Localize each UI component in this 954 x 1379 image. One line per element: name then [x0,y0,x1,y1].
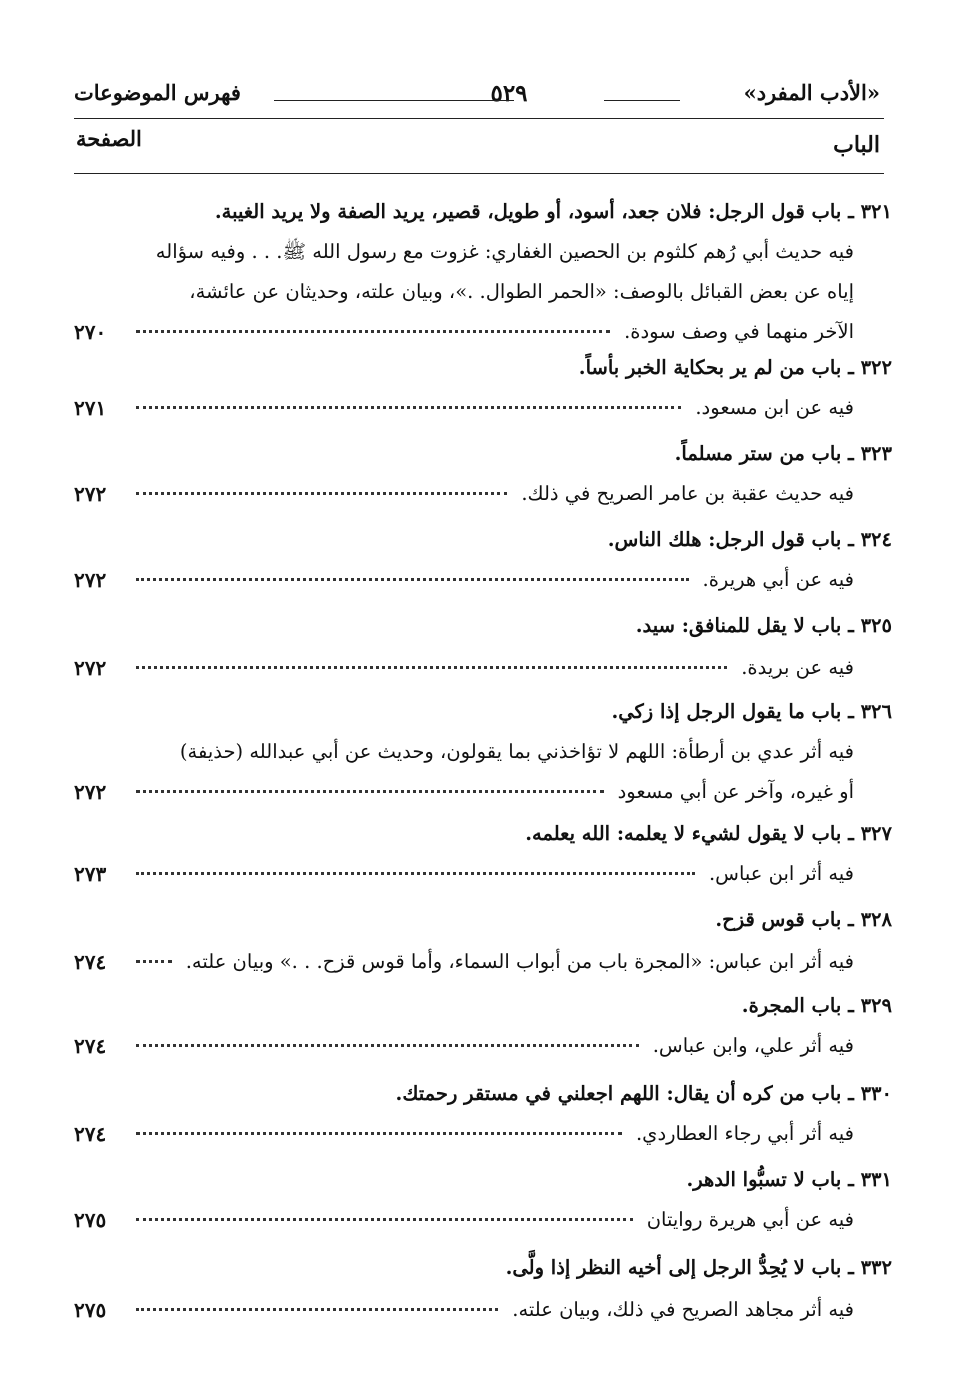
entry-description [74,478,892,514]
entry-description [74,276,892,312]
entry-text: فيه حديث عقبة بن عامر الصريح في ذلك. [521,482,854,505]
page-reference: ٢٧٢ [74,780,107,804]
dot-leader [136,790,604,793]
dot-leader [136,1132,622,1135]
chapter-heading-text: ٣٢٨ ـ باب قوس قزح. [715,908,892,931]
chapter-heading-text: ٣٣١ ـ باب لا تسبُّوا الدهر. [686,1168,892,1191]
page-reference: ٢٧٤ [74,1122,107,1146]
running-header [74,78,880,114]
entry-text: فيه أثر علي، وابن عباس. [652,1034,854,1057]
page-reference: ٢٧١ [74,396,107,420]
dot-leader [136,1044,639,1047]
chapter-heading-text: ٣٢٥ ـ باب لا يقل للمنافق: سيد. [635,614,892,637]
header-rule-right [604,100,680,101]
chapter-heading [74,1164,892,1200]
entry-text: أو غيره، وآخر عن أبي مسعود [617,780,854,803]
chapter-heading-text: ٣٣٠ ـ باب من كره أن يقال: اللهم اجعلني في مستقر رحمتك. [395,1082,892,1105]
chapter-heading [74,818,892,854]
chapter-heading [74,352,892,388]
chapter-heading-text: ٣٢٩ ـ باب المجرة. [741,994,892,1017]
entry-description [74,736,892,772]
page-reference: ٢٧٠ [74,320,107,344]
entry-description [74,236,892,272]
entry-description [74,776,892,812]
entry-text: فيه عن ابن مسعود. [695,396,854,419]
entry-text: فيه عن بريدة. [741,656,854,679]
entry-description [74,316,892,352]
chapter-heading [74,524,892,560]
dot-leader [136,1218,633,1221]
entry-description [74,1030,892,1066]
chapter-heading [74,696,892,732]
chapter-column-label: الباب [833,132,880,158]
dot-leader [136,406,681,409]
page-number: ٥٢٩ [490,80,528,107]
entry-description [74,946,892,982]
section-title: فهرس الموضوعات [74,80,241,105]
chapter-heading-text: ٣٢٧ ـ باب لا يقول لشيء لا يعلمه: الله يعلمه. [525,822,892,845]
chapter-heading-text: ٣٣٢ ـ باب لا يُحِدُّ الرجل إلى أخيه النظر إذا ولَّى. [505,1256,892,1279]
entry-text: فيه أثر أبي رجاء العطاردي. [635,1122,854,1145]
chapter-heading-text: ٣٢١ ـ باب قول الرجل: فلان جعد، أسود، أو طويل، قصير، يريد الصفة ولا يريد الغيبة. [214,200,892,223]
page-reference: ٢٧٣ [74,862,107,886]
book-title: «الأدب المفرد» [743,80,880,105]
page-reference: ٢٧٢ [74,656,107,680]
entry-description [74,1204,892,1240]
dot-leader [136,960,172,963]
entry-description [74,858,892,894]
entry-description [74,1294,892,1330]
page-reference: ٢٧٥ [74,1208,107,1232]
entry-text: إياه عن بعض القبائل بالوصف: «الحمر الطوال. .»، وبيان علته، وحديثان عن عائشة، [189,280,854,303]
entry-description [74,1118,892,1154]
entry-text: فيه أثر عدي بن أرطأة: اللهم لا تؤاخذني بما يقولون، وحديث عن أبي عبدالله (حذيفة) [179,740,854,763]
header-rule-left [274,100,514,101]
chapter-heading [74,610,892,646]
chapter-heading [74,1078,892,1114]
chapter-heading-text: ٣٢٦ ـ باب ما يقول الرجل إذا زكي. [611,700,892,723]
entry-text: فيه حديث أبي رُهم كلثوم بن الحصين الغفاري: غزوت مع رسول الله ﷺ. . . وفيه سؤاله [155,240,854,263]
entry-text: فيه أثر ابن عباس: «المجرة باب من أبواب السماء، وأما قوس قزح. . .» وبيان علته. [185,950,854,973]
page-reference: ٢٧٤ [74,950,107,974]
chapter-heading [74,1252,892,1288]
dot-leader [136,872,695,875]
page-reference: ٢٧٥ [74,1298,107,1322]
top-divider [74,118,884,119]
chapter-heading [74,438,892,474]
page-column-label: الصفحة [76,126,142,151]
entry-text: فيه عن أبي هريرة. [702,568,854,591]
dot-leader [136,492,507,495]
chapter-heading-text: ٣٢٤ ـ باب قول الرجل: هلك الناس. [607,528,892,551]
column-headers [74,124,880,164]
dot-leader [136,1308,498,1311]
chapter-heading-text: ٣٢٢ ـ باب من لم ير بحكاية الخبر بأساً. [578,356,892,379]
page-reference: ٢٧٤ [74,1034,107,1058]
chapter-heading-text: ٣٢٣ ـ باب من ستر مسلماً. [674,442,892,465]
page-reference: ٢٧٢ [74,482,107,506]
entry-text: الآخر منهما في وصف سودة. [624,320,854,343]
entry-description [74,652,892,688]
header-divider [74,173,884,174]
entry-description [74,564,892,600]
page-reference: ٢٧٢ [74,568,107,592]
chapter-heading [74,904,892,940]
entry-text: فيه أثر مجاهد الصريح في ذلك، وبيان علته. [512,1298,854,1321]
chapter-heading [74,196,892,232]
entry-text: فيه عن أبي هريرة روايتان [646,1208,854,1231]
chapter-heading [74,990,892,1026]
dot-leader [136,330,610,333]
entry-description [74,392,892,428]
entry-text: فيه أثر ابن عباس. [708,862,854,885]
dot-leader [136,666,727,669]
dot-leader [136,578,689,581]
